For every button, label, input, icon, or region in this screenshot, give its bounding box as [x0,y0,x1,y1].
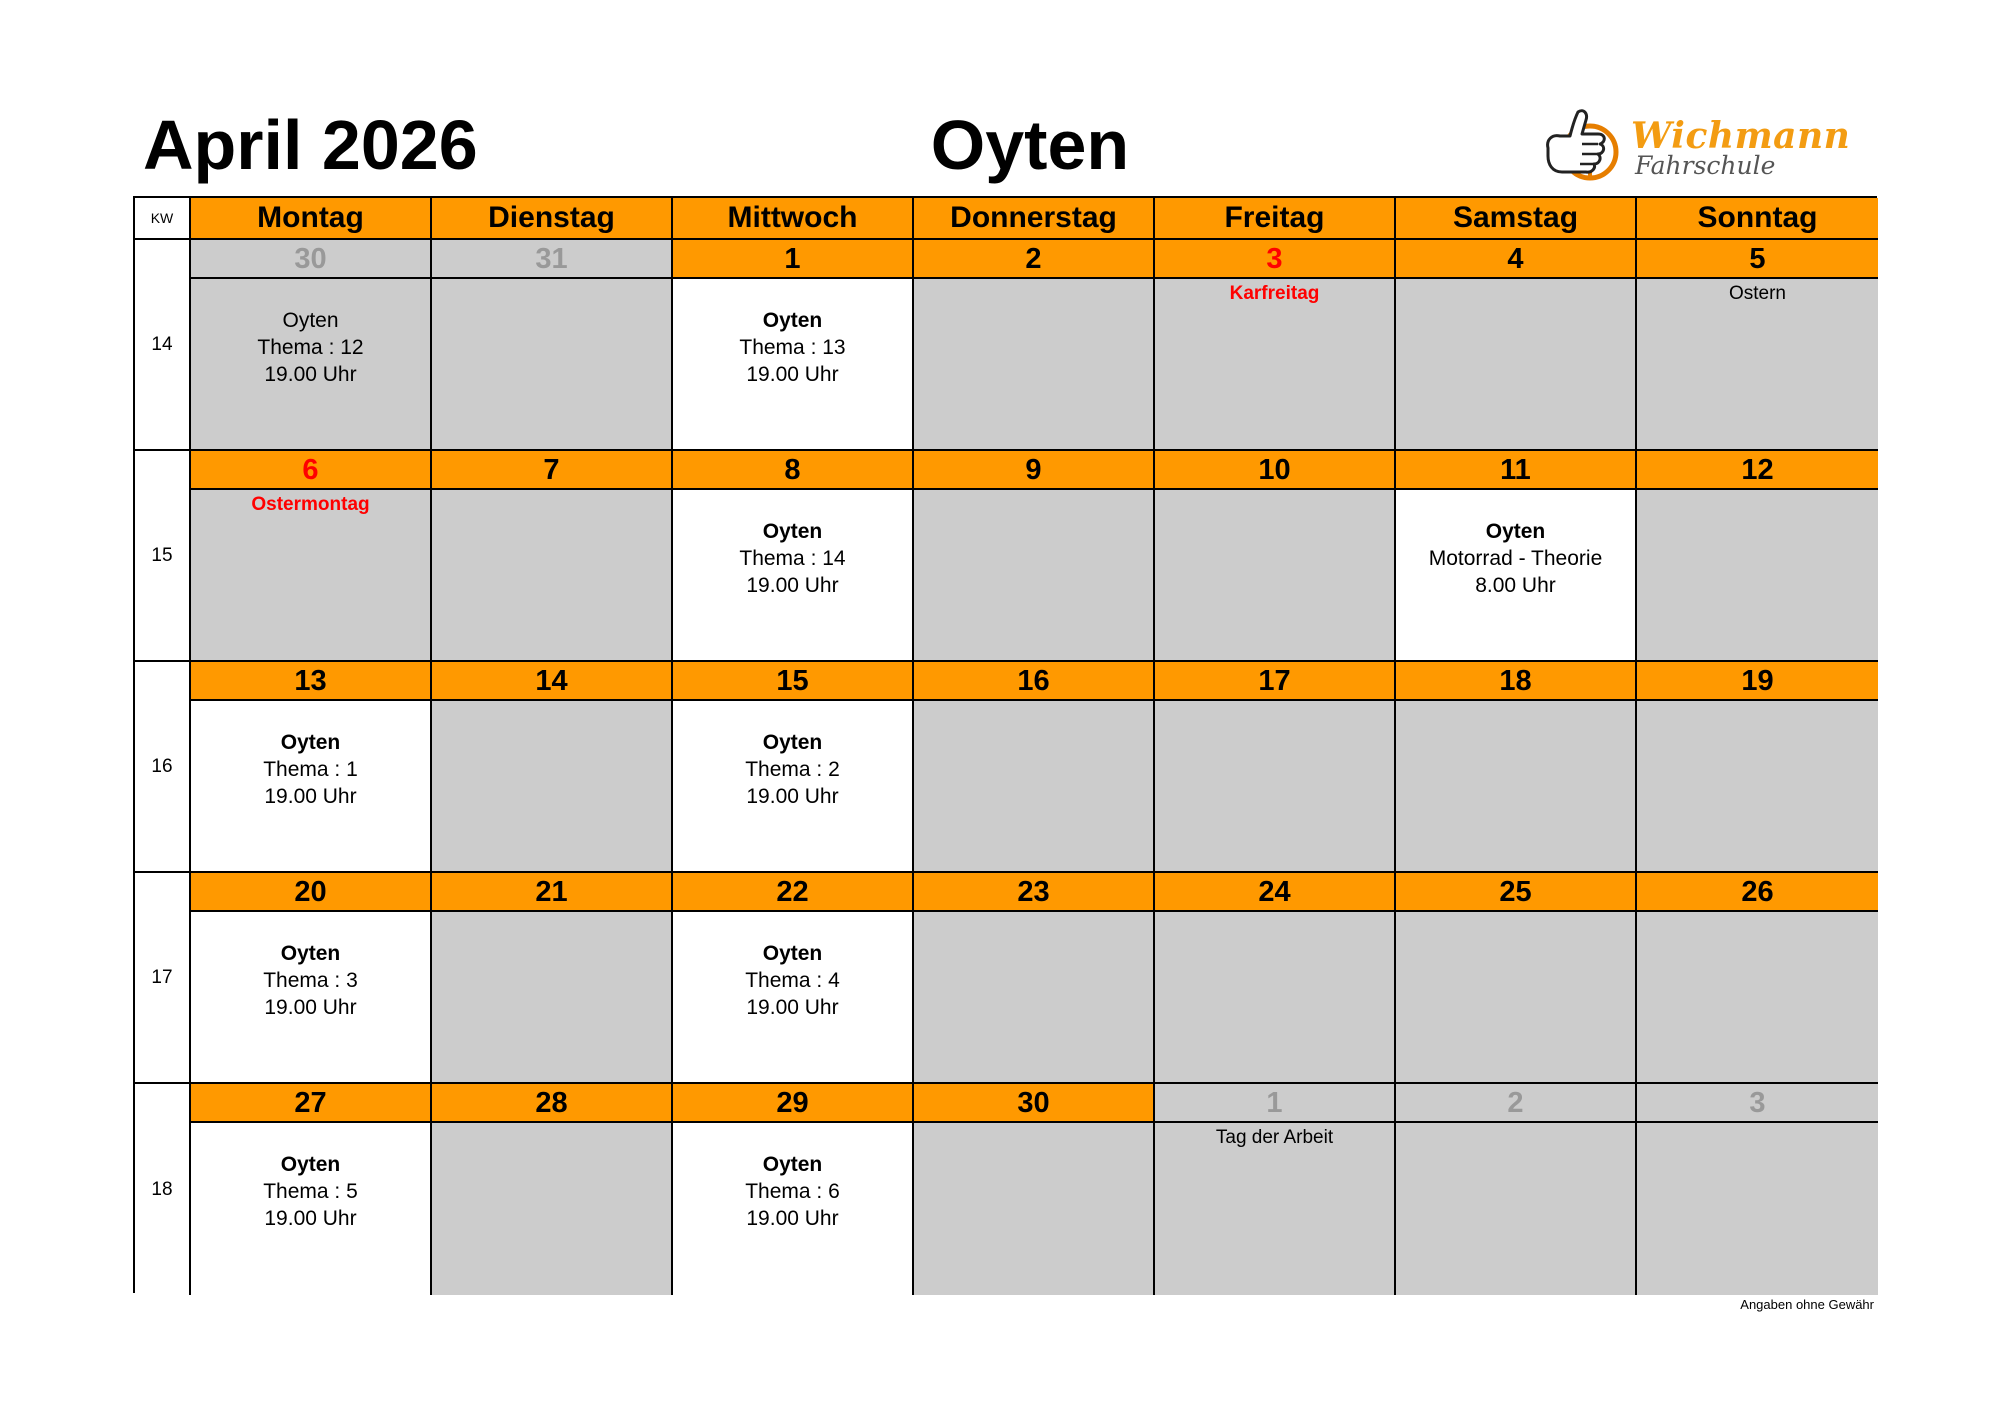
day-body [1396,912,1635,1082]
day-number: 14 [432,662,671,701]
day-number: 18 [1396,662,1635,701]
holiday-label: Ostern [1728,283,1787,304]
event-topic: Thema : 5 [263,1180,358,1203]
day-cell [673,1084,914,1295]
day-number: 15 [673,662,912,701]
event-location: Oyten [762,520,823,543]
day-body [432,279,671,449]
day-number: 27 [191,1084,430,1123]
day-cell [1396,873,1637,1084]
company-logo [1540,106,1860,186]
day-cell [191,873,432,1084]
day-number: 31 [432,240,671,279]
day-body [1155,912,1394,1082]
kw-number: 16 [135,662,191,873]
event-time: 19.00 Uhr [746,574,839,597]
day-cell [673,451,914,662]
kw-number: 15 [135,451,191,662]
location-title: Oyten [930,106,1130,184]
holiday-label: Tag der Arbeit [1215,1127,1334,1148]
event-time: 19.00 Uhr [264,1207,357,1230]
day-cell [914,1084,1155,1295]
day-number: 1 [1155,1084,1394,1123]
event-location: Oyten [762,731,823,754]
event-location: Oyten [280,942,341,965]
event-time: 19.00 Uhr [264,996,357,1019]
day-cell [1396,662,1637,873]
event-location: Oyten [282,309,339,332]
day-cell [1155,240,1396,451]
day-body [1396,1123,1635,1295]
day-cell [191,451,432,662]
day-body [1155,701,1394,871]
day-body [673,490,912,660]
event-topic: Thema : 13 [739,336,846,359]
event-location: Oyten [1485,520,1546,543]
day-number: 9 [914,451,1153,490]
day-body [673,912,912,1082]
day-cell [914,451,1155,662]
day-body [432,912,671,1082]
day-body [914,912,1153,1082]
event-location: Oyten [280,1153,341,1176]
event-topic: Thema : 4 [745,969,840,992]
weekday-header: Donnerstag [914,198,1155,240]
event-location: Oyten [762,309,823,332]
day-body [191,912,430,1082]
day-cell [191,1084,432,1295]
day-body [432,1123,671,1295]
day-cell [191,240,432,451]
day-body [1637,701,1878,871]
day-number: 19 [1637,662,1878,701]
event-block [191,307,430,388]
weekday-header: Dienstag [432,198,673,240]
day-cell [1396,451,1637,662]
event-time: 19.00 Uhr [264,785,357,808]
day-number: 22 [673,873,912,912]
day-cell [191,662,432,873]
weekday-header: Montag [191,198,432,240]
day-number: 26 [1637,873,1878,912]
day-number: 2 [1396,1084,1635,1123]
event-time: 19.00 Uhr [746,1207,839,1230]
day-number: 11 [1396,451,1635,490]
day-body [191,701,430,871]
month-title: April 2026 [143,106,478,184]
event-block [191,729,430,810]
day-number: 5 [1637,240,1878,279]
day-body [673,279,912,449]
event-time: 19.00 Uhr [746,363,839,386]
weekday-header: Samstag [1396,198,1637,240]
holiday-label: Ostermontag [251,494,370,515]
day-cell [432,451,673,662]
day-cell [1637,451,1878,662]
day-cell [432,662,673,873]
day-number: 30 [191,240,430,279]
day-body [914,279,1153,449]
day-cell [1637,873,1878,1084]
day-number: 17 [1155,662,1394,701]
event-block [673,307,912,388]
day-number: 13 [191,662,430,701]
weekday-header: Freitag [1155,198,1396,240]
day-number: 10 [1155,451,1394,490]
day-number: 3 [1155,240,1394,279]
day-body [1396,490,1635,660]
event-block [673,518,912,599]
day-body [673,1123,912,1295]
event-block [673,1151,912,1232]
day-cell [1637,240,1878,451]
day-number: 8 [673,451,912,490]
kw-number: 14 [135,240,191,451]
event-topic: Thema : 6 [745,1180,840,1203]
kw-header: KW [135,198,191,240]
event-time: 19.00 Uhr [746,785,839,808]
event-time: 19.00 Uhr [746,996,839,1019]
day-number: 1 [673,240,912,279]
day-number: 7 [432,451,671,490]
day-body [914,1123,1153,1295]
day-number: 21 [432,873,671,912]
logo-brand: Wichmann [1631,115,1851,157]
day-number: 29 [673,1084,912,1123]
day-number: 28 [432,1084,671,1123]
day-cell [1637,1084,1878,1295]
day-number: 3 [1637,1084,1878,1123]
kw-number: 18 [135,1084,191,1295]
event-block [191,940,430,1021]
day-cell [432,873,673,1084]
day-body [191,490,430,660]
day-body [1396,279,1635,449]
disclaimer-note: Angaben ohne Gewähr [1740,1297,1874,1312]
weekday-header: Sonntag [1637,198,1878,240]
day-body [673,701,912,871]
day-cell [914,240,1155,451]
event-topic: Thema : 3 [263,969,358,992]
day-cell [673,662,914,873]
day-number: 30 [914,1084,1153,1123]
kw-number: 17 [135,873,191,1084]
day-body [914,701,1153,871]
weekday-header: Mittwoch [673,198,914,240]
day-body [432,490,671,660]
day-number: 25 [1396,873,1635,912]
day-body [191,279,430,449]
event-topic: Thema : 14 [739,547,846,570]
day-number: 2 [914,240,1153,279]
day-number: 24 [1155,873,1394,912]
day-cell [914,873,1155,1084]
day-cell [1396,1084,1637,1295]
event-topic: Thema : 12 [257,336,364,359]
day-cell [1155,873,1396,1084]
day-number: 12 [1637,451,1878,490]
event-block [673,940,912,1021]
event-block [1396,518,1635,599]
day-number: 16 [914,662,1153,701]
thumbs-up-steering-wheel-icon [1540,106,1630,186]
day-cell [673,873,914,1084]
day-body [1637,279,1878,449]
day-body [1155,1123,1394,1295]
day-number: 23 [914,873,1153,912]
day-cell [1155,1084,1396,1295]
holiday-label: Karfreitag [1229,283,1320,304]
day-number: 20 [191,873,430,912]
event-time: 19.00 Uhr [264,363,357,386]
event-topic: Thema : 1 [263,758,358,781]
day-cell [673,240,914,451]
day-body [1637,912,1878,1082]
day-body [1396,701,1635,871]
event-time: 8.00 Uhr [1475,574,1556,597]
event-block [673,729,912,810]
day-cell [914,662,1155,873]
day-body [1155,490,1394,660]
day-body [191,1123,430,1295]
day-body [1155,279,1394,449]
day-number: 6 [191,451,430,490]
day-cell [1155,662,1396,873]
event-location: Oyten [280,731,341,754]
day-cell [1396,240,1637,451]
calendar-grid [133,196,1877,1293]
event-topic: Motorrad - Theorie [1428,547,1603,570]
day-number: 4 [1396,240,1635,279]
day-cell [1637,662,1878,873]
day-cell [432,1084,673,1295]
event-location: Oyten [762,1153,823,1176]
day-cell [1155,451,1396,662]
event-block [191,1151,430,1232]
logo-subtitle: Fahrschule [1635,151,1776,180]
day-cell [432,240,673,451]
day-body [1637,1123,1878,1295]
event-location: Oyten [762,942,823,965]
event-topic: Thema : 2 [745,758,840,781]
day-body [1637,490,1878,660]
day-body [432,701,671,871]
day-body [914,490,1153,660]
